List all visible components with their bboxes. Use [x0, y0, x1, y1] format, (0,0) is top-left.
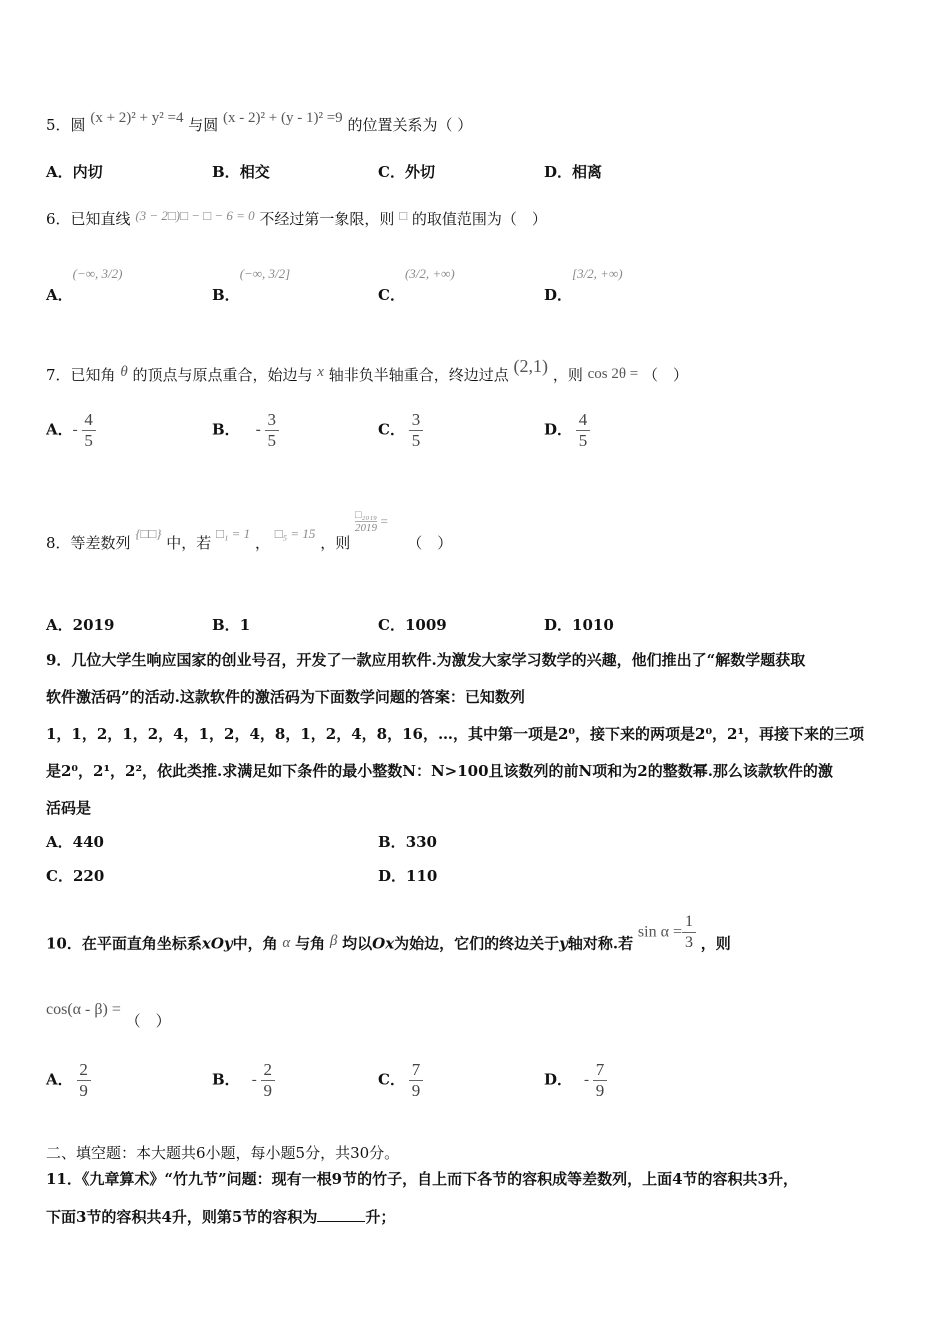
q7-number: 7．已知角	[46, 366, 116, 384]
q7-option-d: D． $\frac{4}{5}$	[544, 410, 590, 451]
q6-option-d: D．[3/2, +∞)	[544, 266, 623, 304]
q10-stem-tail: （ ）	[125, 1012, 171, 1030]
q5-connector: 与圆	[188, 116, 219, 134]
q9-option-b: B．330	[378, 833, 437, 851]
q9-option-c: C．220	[46, 867, 105, 885]
q10-sine-condition: sin α = $\frac{1}{3}$	[638, 912, 696, 953]
q6-number: 6．已知直线	[46, 210, 131, 228]
q6-stem-tail: 的取值范围为（ ）	[411, 210, 547, 228]
q8-stem-2: ，则	[320, 534, 351, 552]
q9-line-3: 1，1，2，1，2，4，1，2，4，8，1，2，4，8，16，…，其中第一项是2⁰，接下来的两项是2⁰，2¹，再接下来的三项	[46, 725, 865, 743]
q6-option-c: C．(3/2, +∞)	[378, 266, 455, 304]
q9-line-4: 是2⁰，2¹，2²，依此类推.求满足如下条件的最小整数N：N>100且该数列的前N项和为2的整数幂.那么该款软件的激	[46, 762, 833, 780]
q10-stem-2: 中，角	[232, 934, 278, 953]
q10-second-line	[46, 1000, 171, 1030]
q8-condition-2: □₅ = 15	[274, 526, 316, 541]
q7-theta: θ	[120, 364, 128, 380]
q8-option-b: B．1	[212, 616, 251, 634]
q9-option-a: A．440	[46, 833, 104, 851]
q10-y: y	[559, 934, 568, 953]
q10-stem-7: ，则	[700, 934, 731, 953]
q11-answer-blank[interactable]	[317, 1207, 365, 1222]
q10-ox: Ox	[372, 934, 395, 953]
q10-alpha: α	[282, 934, 291, 951]
q8-option-d: D．1010	[544, 616, 614, 634]
q6-stem: 不经过第一象限，则	[259, 210, 395, 228]
q10-option-d: D． - $\frac{7}{9}$	[544, 1060, 607, 1101]
question-8	[46, 508, 453, 558]
q7-option-c: C． $\frac{3}{5}$	[378, 410, 423, 451]
q10-option-b: B． - $\frac{2}{9}$	[212, 1060, 275, 1101]
q8-number: 8．等差数列	[46, 534, 131, 552]
q10-option-a: A． $\frac{2}{9}$	[46, 1060, 91, 1101]
q5-option-c: C．外切	[378, 163, 435, 181]
question-7	[46, 356, 689, 385]
q7-x: x	[317, 364, 324, 380]
q7-expression: cos 2θ =	[587, 366, 639, 382]
q10-expression: cos(α - β) =	[46, 1001, 121, 1018]
q5-circle-1-equation: (x + 2)² + y² =4	[90, 110, 184, 126]
q9-line-5: 活码是	[46, 799, 92, 817]
q10-stem-1: 10．在平面直角坐标系	[46, 934, 202, 953]
q5-option-d: D．相离	[544, 163, 603, 181]
section-2-heading: 二、填空题：本大题共6小题，每小题5分，共30分。	[46, 1144, 400, 1162]
q10-xoy: xOy	[201, 934, 233, 953]
q8-stem-1: 中，若	[166, 534, 212, 552]
q7-stem-tail: （ ）	[643, 366, 689, 384]
q5-circle-2-equation: (x - 2)² + (y - 1)² =9	[223, 110, 343, 126]
q6-line-equation: (3 − 2□)□ − □ − 6 = 0	[135, 208, 255, 223]
q11-line-2: 下面3节的容积共4升，则第5节的容积为 升；	[46, 1208, 396, 1226]
q8-sequence: {□□}	[135, 526, 162, 541]
q8-option-a: A．2019	[46, 616, 115, 634]
q8-target-fraction: □₂₀₁₉ 2019 =	[354, 508, 389, 534]
q7-stem-2: 轴非负半轴重合，终边过点	[328, 366, 509, 384]
question-5	[46, 110, 473, 135]
q5-number: 5．圆	[46, 116, 86, 134]
q9-line-1: 9．几位大学生响应国家的创业号召，开发了一款应用软件.为激发大家学习数学的兴趣，他们推出了“解数学题获取	[46, 651, 806, 669]
question-6	[46, 208, 547, 229]
q6-option-a: A．(−∞, 3/2)	[46, 266, 123, 304]
q10-option-c: C． $\frac{7}{9}$	[378, 1060, 423, 1101]
q5-option-b: B．相交	[212, 163, 270, 181]
q7-point: (2,1)	[513, 356, 549, 376]
q10-stem-4: 均以	[342, 934, 373, 953]
q7-stem-3: ，则	[552, 366, 583, 384]
q11-line-1: 11．《九章算术》“竹九节”问题：现有一根9节的竹子，自上而下各节的容积成等差数列，上面4节的容积共3升，	[46, 1170, 798, 1188]
q8-separator: ，	[254, 534, 270, 552]
q6-variable: □	[399, 208, 408, 223]
q8-option-c: C．1009	[378, 616, 447, 634]
q6-option-b: B．(−∞, 3/2]	[212, 266, 291, 304]
q7-stem-1: 的顶点与原点重合，始边与	[132, 366, 313, 384]
q8-condition-1: □₁ = 1	[216, 526, 251, 541]
q9-option-d: D．110	[378, 867, 438, 885]
q9-line-2: 软件激活码”的活动.这款软件的激活码为下面数学问题的答案：已知数列	[46, 688, 525, 706]
q7-option-a: A．- $\frac{4}{5}$	[46, 410, 96, 451]
question-10	[46, 913, 731, 965]
q5-stem-tail: 的位置关系为（ ）	[347, 116, 473, 134]
q10-stem-3: 与角	[295, 934, 326, 953]
q5-option-a: A．内切	[46, 163, 103, 181]
q10-stem-6: 轴对称.若	[567, 934, 634, 953]
q10-beta: β	[329, 932, 338, 949]
q7-option-b: B． - $\frac{3}{5}$	[212, 410, 279, 451]
q10-stem-5: 为始边，它们的终边关于	[394, 934, 560, 953]
q8-stem-tail: （ ）	[407, 534, 453, 552]
